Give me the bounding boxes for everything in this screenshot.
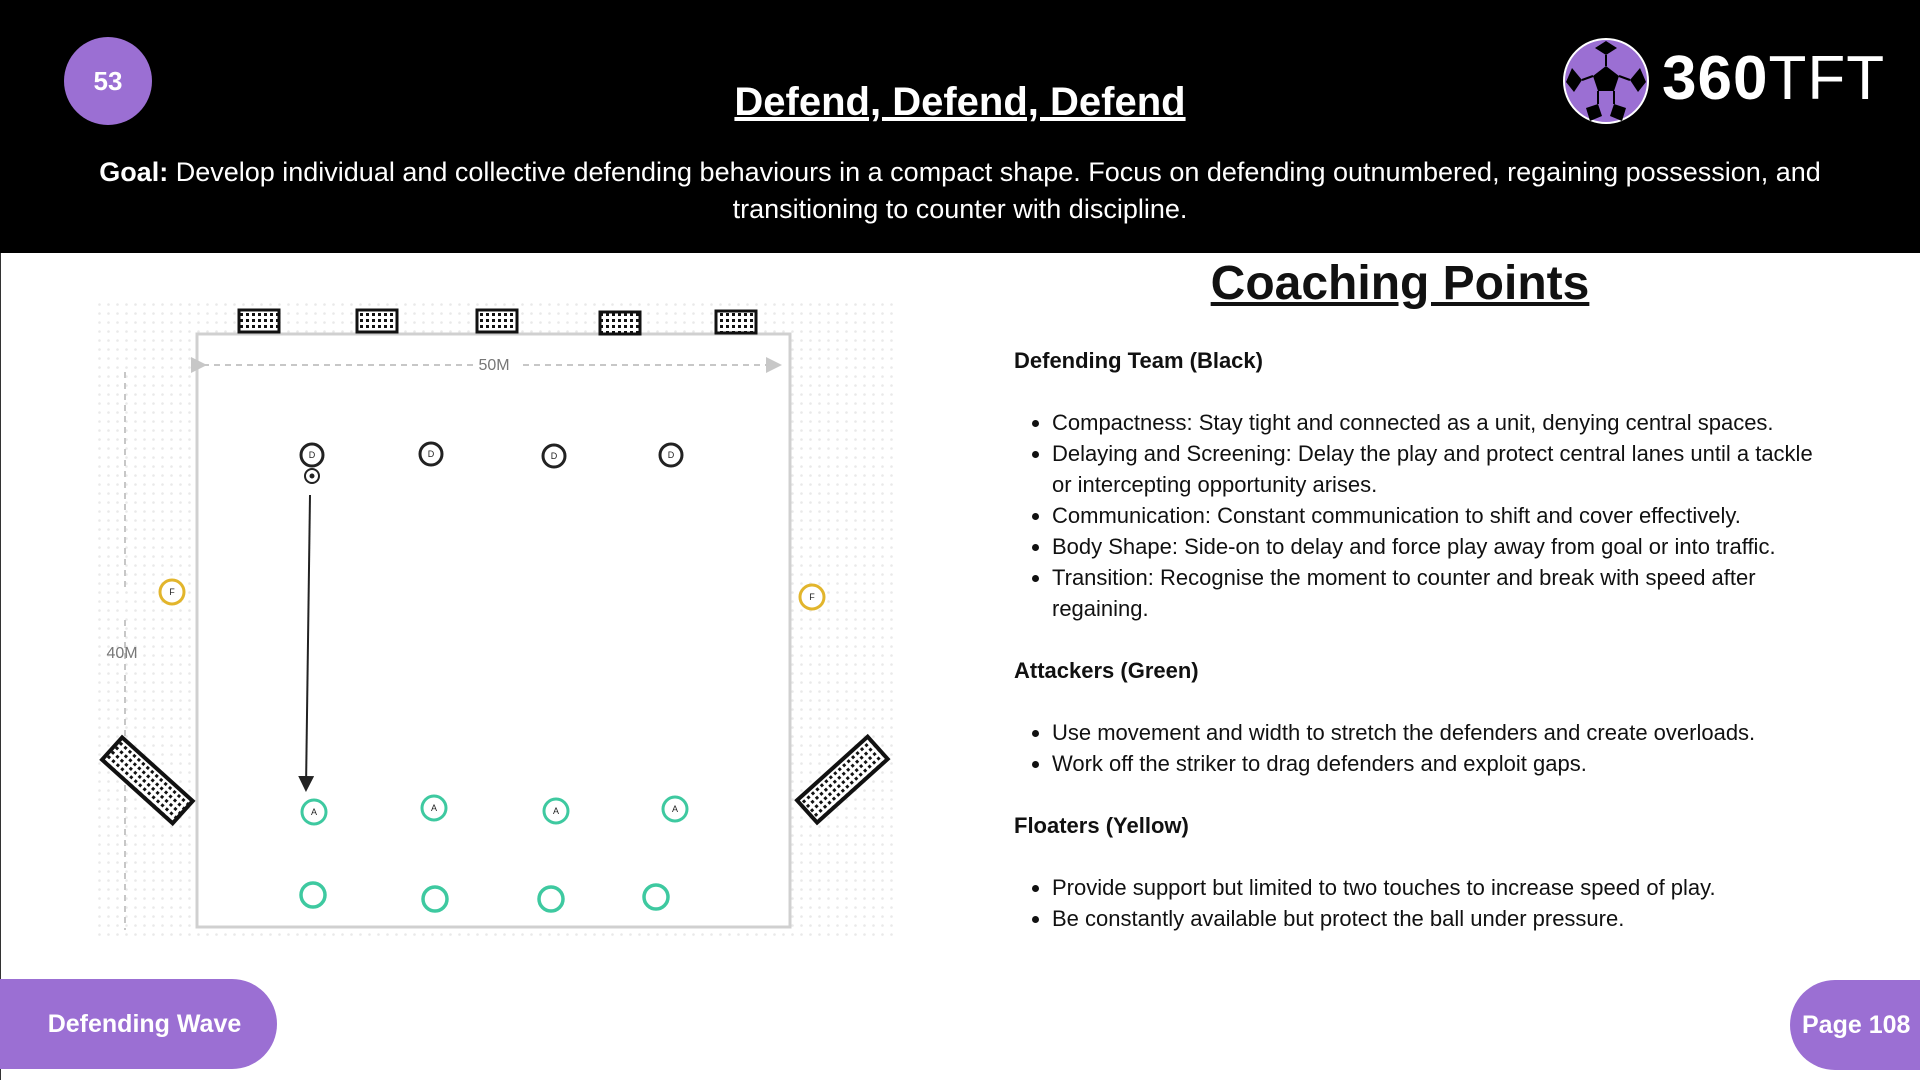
list-item: • Compactness: Stay tight and connected as a unit, denying central spaces. (1052, 407, 1814, 438)
svg-text:D: D (427, 449, 435, 459)
attacker-player (422, 796, 446, 820)
section-heading-floaters: Floaters (Yellow) (1014, 813, 1189, 838)
svg-text:D: D (308, 450, 316, 460)
goal-text (90, 154, 1830, 228)
svg-text:A: A (552, 806, 560, 816)
header-bar (0, 0, 1920, 253)
page-edge-line (0, 253, 1, 1080)
floaters-points-list (1014, 872, 1814, 934)
attackers-points-list (1014, 717, 1814, 779)
mini-goal (716, 311, 756, 333)
list-item: • Be constantly available but protect the ball under pressure. (1052, 903, 1814, 934)
goal-label: Goal: (99, 157, 169, 187)
coaching-points-title: Coaching Points (1210, 257, 1590, 310)
list-item: • Transition: Recognise the moment to counter and break with speed after regaining. (1052, 562, 1814, 624)
page-title: Defend, Defend, Defend (734, 80, 1186, 124)
svg-text:A: A (671, 804, 679, 814)
defender-player (301, 444, 323, 466)
list-item: • Use movement and width to stretch the defenders and create overloads. (1052, 717, 1814, 748)
list-item: • Delaying and Screening: Delay the play and protect central lanes until a tackle or intercepting opportunity arises. (1052, 438, 1814, 500)
height-label: 40M (106, 645, 138, 662)
pitch-area (197, 334, 790, 927)
svg-text:F: F (169, 587, 175, 597)
goal-description: Develop individual and collective defending behaviours in a compact shape. Focus on defending outnumbered, regaining possession, and transitioning to counter with discipline. (168, 157, 1821, 224)
list-item: • Work off the striker to drag defenders and exploit gaps. (1052, 748, 1814, 779)
brand-logo-text: 360TFT (1662, 44, 1886, 113)
list-item: • Body Shape: Side-on to delay and force play away from goal or into traffic. (1052, 531, 1814, 562)
mini-goal (477, 310, 517, 332)
floater-player (800, 585, 824, 609)
svg-text:F: F (809, 592, 815, 602)
defender-player (660, 444, 682, 466)
attacker-player (302, 800, 326, 824)
page-number-pill: Page 108 (1790, 980, 1920, 1070)
width-label: 50M (478, 357, 510, 374)
ball-icon (305, 469, 319, 483)
list-item: • Provide support but limited to two touches to increase speed of play. (1052, 872, 1814, 903)
svg-text:A: A (310, 807, 318, 817)
attacker-player (544, 799, 568, 823)
svg-text:D: D (550, 451, 558, 461)
coaching-points-body (1014, 345, 1814, 965)
list-item: • Communication: Constant communication to shift and cover effectively. (1052, 500, 1814, 531)
mini-goal (357, 310, 397, 332)
svg-text:D: D (667, 450, 675, 460)
section-name-pill: Defending Wave (0, 979, 277, 1069)
section-heading-defending: Defending Team (Black) (1014, 348, 1263, 373)
mini-goal (239, 310, 279, 332)
session-number-badge: 53 (64, 37, 152, 125)
attacker-player (663, 797, 687, 821)
defender-player (420, 443, 442, 465)
section-heading-attackers: Attackers (Green) (1014, 658, 1199, 683)
floater-player (160, 580, 184, 604)
drill-diagram (95, 300, 905, 940)
mini-goal (600, 312, 640, 334)
defending-points-list (1014, 407, 1814, 624)
defender-player (543, 445, 565, 467)
svg-text:A: A (430, 803, 438, 813)
